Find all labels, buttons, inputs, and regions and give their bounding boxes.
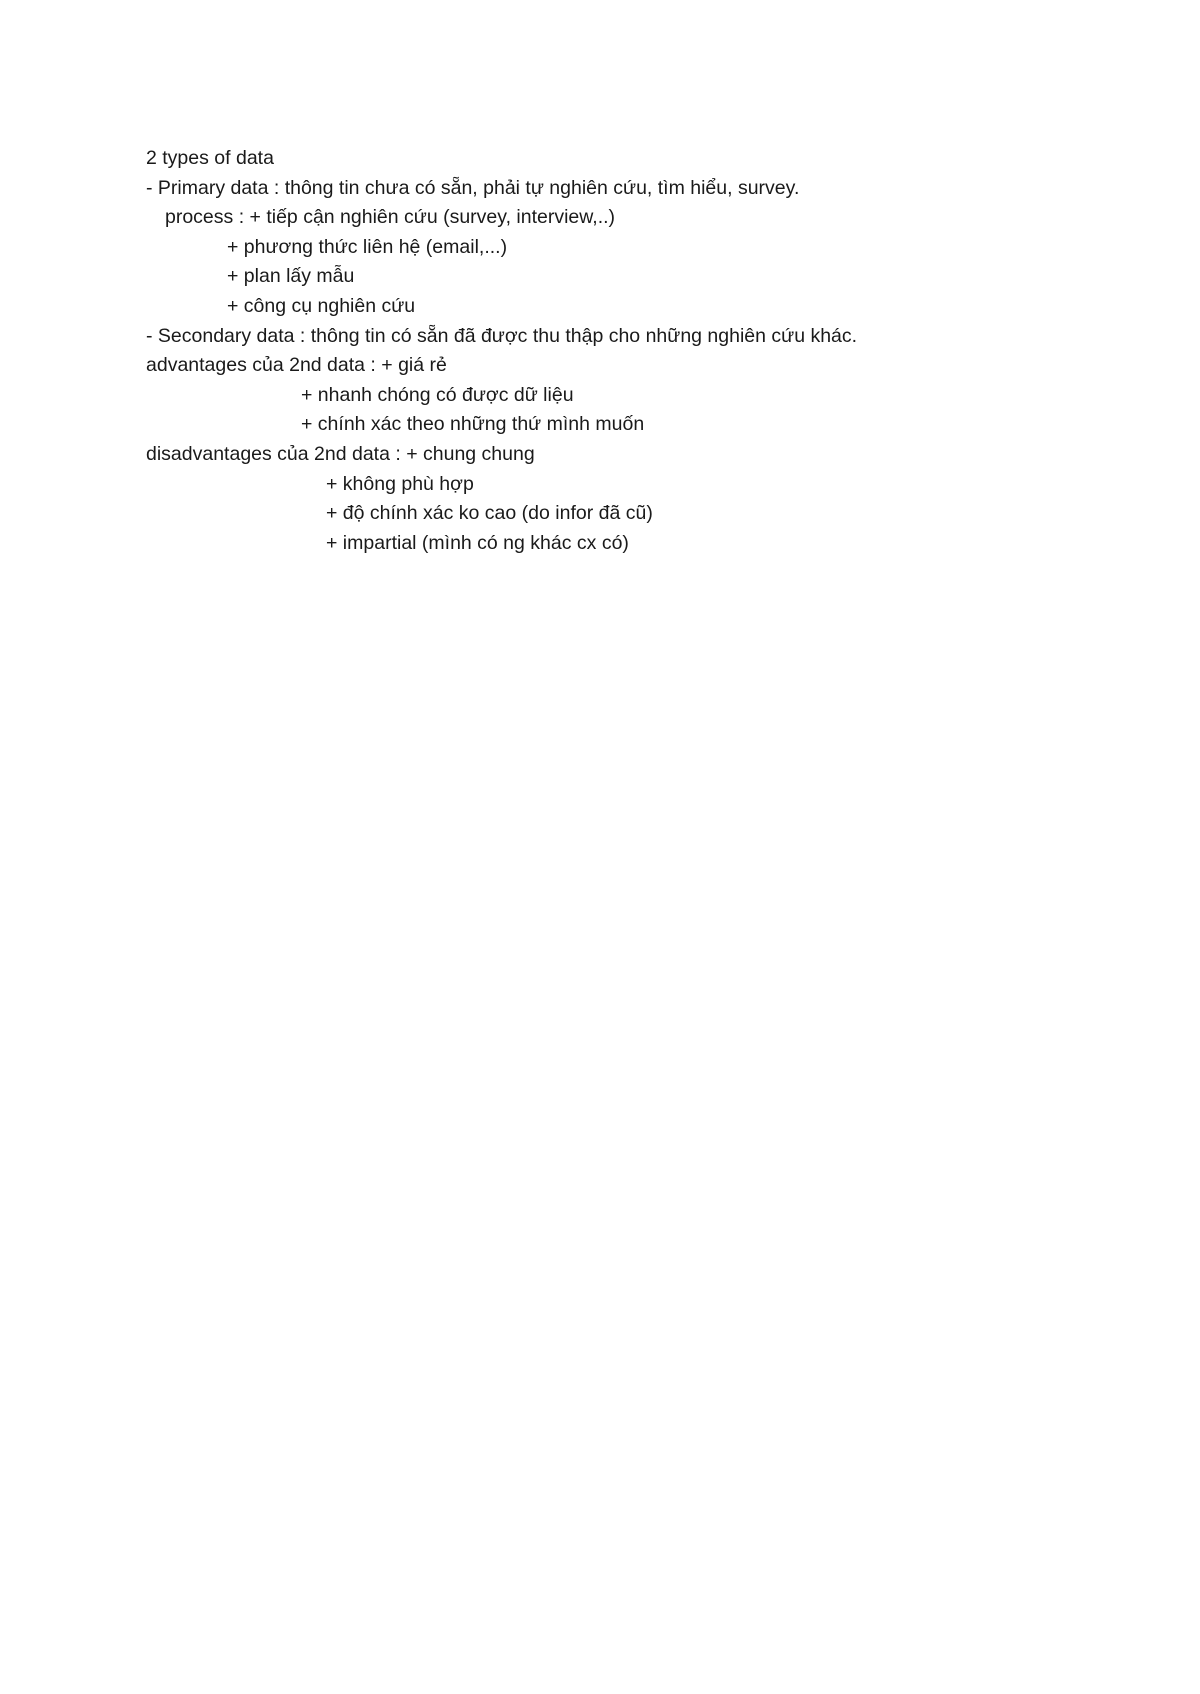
advantages-line: advantages của 2nd data : + giá rẻ — [146, 354, 447, 377]
advantages-item: + nhanh chóng có được dữ liệu — [301, 383, 574, 406]
notes-title: 2 types of data — [146, 147, 274, 169]
secondary-data-line: - Secondary data : thông tin có sẵn đã được thu thập cho những nghiên cứu khác. — [146, 324, 858, 347]
disadvantages-line: disadvantages của 2nd data : + chung chung — [146, 442, 535, 465]
disadvantages-item: + không phù hợp — [326, 472, 474, 495]
notes-body — [146, 144, 1146, 558]
process-item: + phương thức liên hệ (email,...) — [227, 235, 508, 258]
process-item: + công cụ nghiên cứu — [227, 294, 416, 317]
primary-data-line: - Primary data : thông tin chưa có sẵn, phải tự nghiên cứu, tìm hiểu, survey. — [146, 176, 800, 199]
disadvantages-item: + impartial (mình có ng khác cx có) — [326, 531, 629, 554]
process-item: + plan lấy mẫu — [227, 265, 355, 288]
advantages-item: + chính xác theo những thứ mình muốn — [301, 413, 645, 436]
disadvantages-item: + độ chính xác ko cao (do infor đã cũ) — [326, 502, 653, 525]
process-line: process : + tiếp cận nghiên cứu (survey, interview,..) — [165, 206, 616, 229]
